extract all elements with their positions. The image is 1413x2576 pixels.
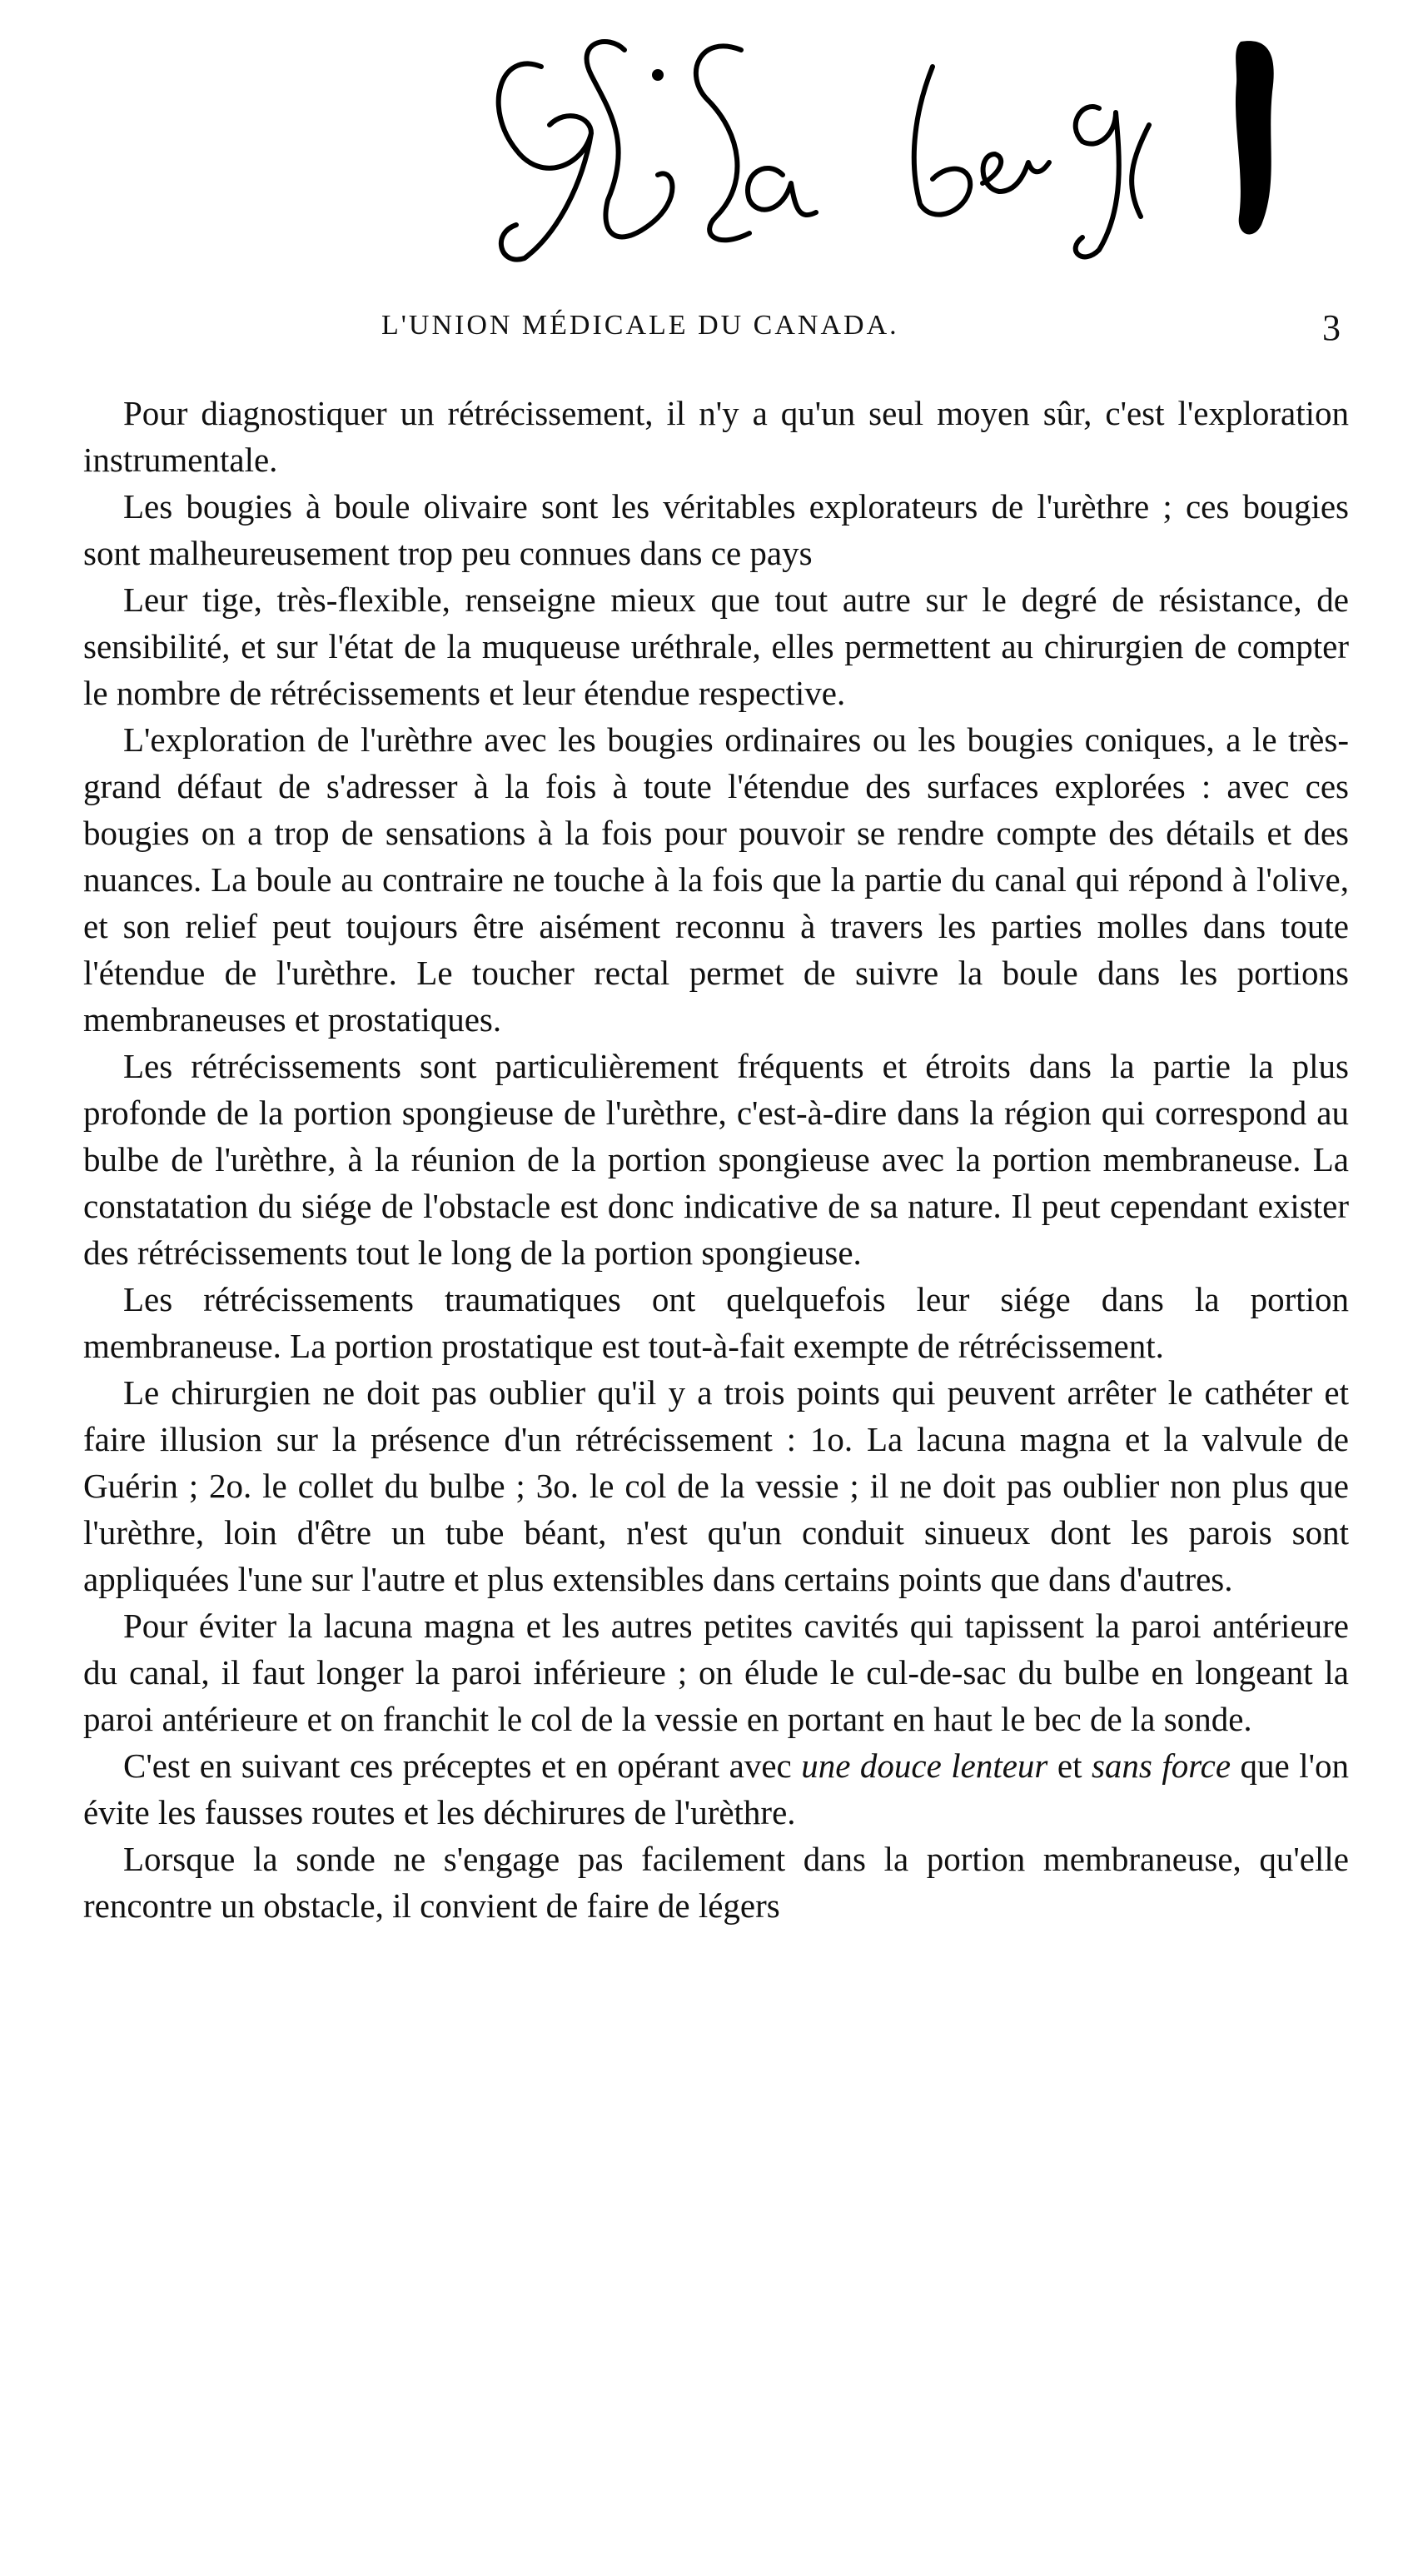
paragraph: Les bougies à boule olivaire sont les véritables explorateurs de l'urèthre ; ces bougies sont malheureusement trop peu connues dans ce pays (83, 487, 1349, 572)
article-body (83, 390, 1349, 1929)
paragraph-text: C'est en suivant ces préceptes et en opérant avec (123, 1746, 802, 1785)
paragraph: Les rétrécissements sont particulièrement fréquents et étroits dans la partie la plus profonde de la portion spongieuse de l'urèthre, c'est-à-dire dans la région qui correspond au bulbe de l'urèthre, à la réunion de la portion spongieuse avec la portion membraneuse. La constatation du siége de l'obstacle est donc indicative de sa nature. Il peut cependant exister des rétrécissements tout le long de la portion spongieuse. (83, 1047, 1349, 1272)
paragraph: L'exploration de l'urèthre avec les bougies ordinaires ou les bougies coniques, a le très-grand défaut de s'adresser à la fois à toute l'étendue des surfaces explorées : avec ces bougies on a trop de sensations à la fois pour pouvoir se rendre compte des détails et des nuances. La boule au contraire ne touche à la fois que la partie du canal qui répond à l'olive, et son relief peut toujours être aisément reconnu à travers les parties molles dans toute l'étendue de l'urèthre. Le toucher rectal permet de suivre la boule dans les portions membraneuses et prostatiques. (83, 720, 1349, 1039)
page-number: 3 (1322, 307, 1341, 348)
paragraph-with-italics (83, 1742, 1349, 1836)
paragraph: Le chirurgien ne doit pas oublier qu'il y a trois points qui peuvent arrêter le cathéter et faire illusion sur la présence d'un rétrécissement : 1o. La lacuna magna et la valvule de Guérin ; 2o. le collet du bulbe ; 3o. le col de la vessie ; il ne doit pas oublier non plus que l'urèthre, loin d'être un tube béant, n'est qu'un conduit sinueux dont les parois sont appliquées l'une sur l'autre et plus extensibles dans certains points que dans d'autres. (83, 1373, 1349, 1598)
paragraph-text: que l'on évite les fausses routes et les déchirures de l'urèthre. (83, 1746, 1350, 1831)
paragraph: Leur tige, très-flexible, renseigne mieux que tout autre sur le degré de résistance, de sensibilité, et sur l'état de la muqueuse uréthrale, elles permettent au chirurgien de compter le nombre de rétrécissements et leur étendue respective. (83, 580, 1349, 712)
paragraph: Lorsque la sonde ne s'engage pas facilement dans la portion membraneuse, qu'elle rencontre un obstacle, il convient de faire de légers (83, 1840, 1349, 1925)
running-title: L'UNION MÉDICALE DU CANADA. (381, 310, 899, 341)
italic-phrase: une douce lenteur (801, 1746, 1048, 1785)
italic-phrase: sans force (1091, 1746, 1231, 1785)
handwritten-signature (466, 17, 1366, 283)
paragraph: Les rétrécissements traumatiques ont quelquefois leur siége dans la portion membraneuse. La portion prostatique est tout-à-fait exempte de rétrécissement. (83, 1280, 1349, 1365)
page-header (83, 306, 1341, 356)
paragraph-text: et (1047, 1746, 1092, 1785)
paragraph: Pour diagnostiquer un rétrécissement, il n'y a qu'un seul moyen sûr, c'est l'exploration instrumentale. (83, 394, 1349, 479)
paragraph: Pour éviter la lacuna magna et les autres petites cavités qui tapissent la paroi antérieure du canal, il faut longer la paroi inférieure ; on élude le cul-de-sac du bulbe en longeant la paroi antérieure et on franchit le col de la vessie en portant en haut le bec de la sonde. (83, 1607, 1349, 1738)
